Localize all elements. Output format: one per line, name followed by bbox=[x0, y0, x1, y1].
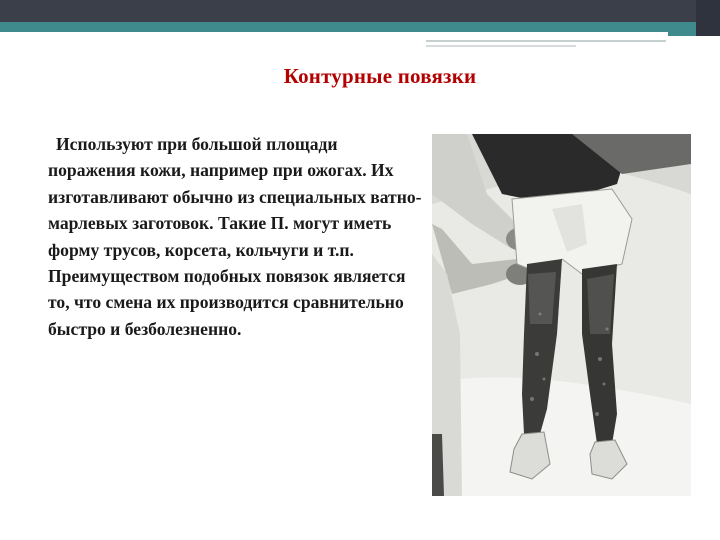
header-band-dark-accent bbox=[696, 0, 720, 36]
slide-title: Контурные повязки bbox=[283, 64, 477, 88]
header-rule-short bbox=[426, 45, 576, 47]
slide-body-text: Используют при большой площади поражения кожи, например при ожогах. Их изготавливают обычно из специальных ватно-марлевых заготовок. Такие П. могут иметь форму трусов, корсета, кольчуги и т.п. Преимуществом подобных повязок является то, что смена их производится сравнительно быстро и безболезненно. bbox=[48, 134, 422, 339]
header-rule bbox=[426, 40, 666, 42]
header-band-dark bbox=[0, 0, 720, 22]
header-band-teal bbox=[0, 22, 720, 32]
bandaged-patient-photo-icon bbox=[432, 134, 691, 496]
